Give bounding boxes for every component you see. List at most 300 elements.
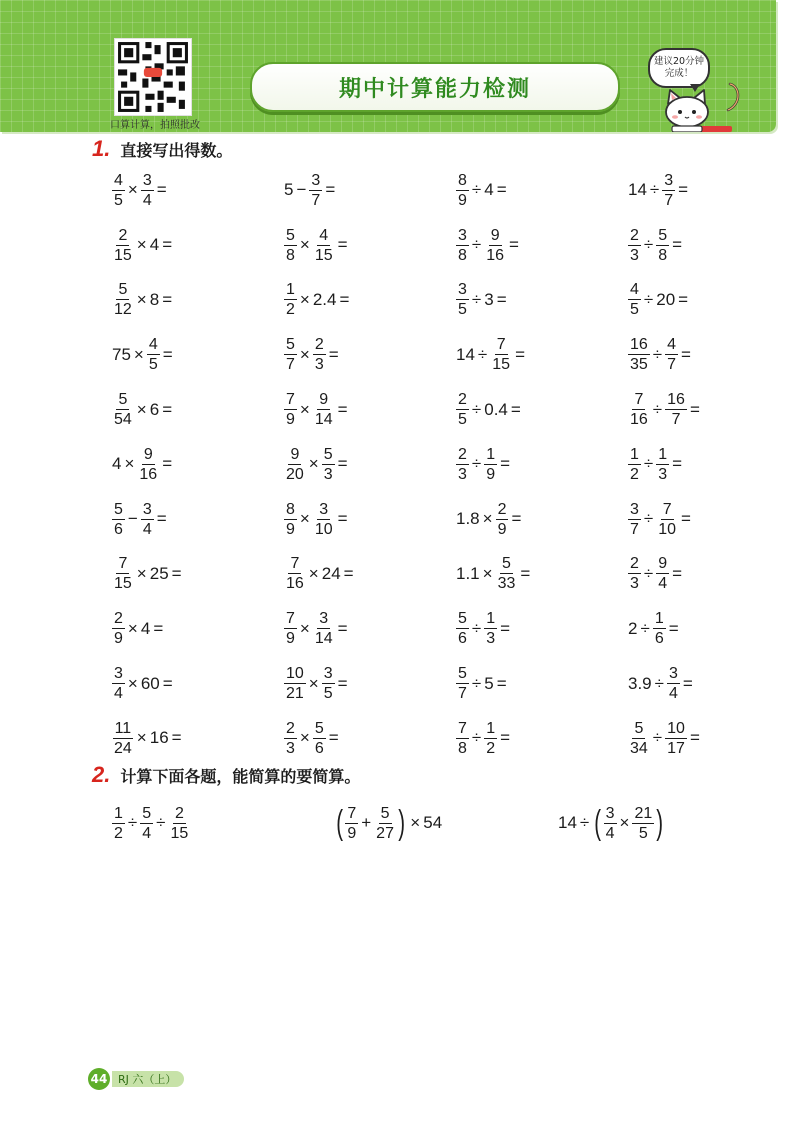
denominator: 3 [458, 465, 467, 483]
operator: = [496, 180, 507, 200]
operator: = [162, 454, 173, 474]
fraction [456, 280, 469, 319]
math-expression [284, 226, 351, 265]
denominator: 5 [638, 824, 648, 842]
numerator: 10 [286, 665, 304, 683]
page-title: 期中计算能力检测 [338, 76, 531, 102]
header-banner [0, 0, 776, 132]
operator: ÷ [652, 399, 663, 419]
math-expression [456, 171, 510, 210]
operator: ÷ [477, 344, 488, 364]
fraction [284, 390, 297, 429]
problem-cell [456, 547, 628, 602]
numerator: 10 [667, 719, 685, 737]
operator: = [337, 399, 348, 419]
denominator: 15 [492, 356, 511, 374]
numerator: 3 [142, 171, 152, 189]
operator: = [500, 454, 511, 474]
operator: − [127, 509, 138, 529]
cat-mascot-icon [650, 70, 745, 132]
operator: = [343, 563, 354, 583]
denominator: 12 [114, 301, 132, 319]
numerator: 7 [634, 391, 644, 409]
numerator: 4 [630, 281, 639, 299]
denominator: 4 [142, 191, 152, 209]
problem-cell [284, 437, 456, 492]
fraction [496, 500, 509, 539]
bubble-text-1: 建议20分钟 [653, 56, 705, 67]
numerator: 1 [654, 610, 664, 628]
operator: ÷ [471, 235, 482, 255]
parenthesis: ) [656, 804, 664, 842]
operator: × [127, 618, 138, 638]
operator: × [308, 454, 319, 474]
fraction [628, 226, 641, 265]
denominator: 4 [142, 520, 152, 538]
math-expression [284, 554, 357, 593]
number: 3 [484, 289, 494, 309]
fraction [141, 171, 154, 210]
number: 25 [149, 563, 169, 583]
numerator: 3 [323, 665, 333, 683]
math-expression [112, 226, 175, 265]
numerator: 5 [458, 610, 467, 628]
problem-cell [456, 327, 628, 382]
operator: = [511, 509, 522, 529]
operator: = [162, 673, 173, 693]
fraction [656, 554, 669, 593]
fraction [496, 554, 518, 593]
numerator: 5 [286, 336, 295, 354]
problem-cell [456, 382, 628, 437]
number: 4 [140, 618, 151, 638]
fraction [456, 719, 469, 758]
denominator: 7 [630, 520, 639, 538]
fraction [313, 609, 335, 648]
fraction [284, 719, 297, 758]
operator: × [136, 563, 147, 583]
operator: ÷ [471, 673, 482, 693]
number: 4 [112, 454, 122, 474]
numerator: 3 [458, 281, 467, 299]
numerator: 2 [458, 445, 467, 463]
problem-cell [112, 437, 284, 492]
numerator: 5 [658, 226, 668, 244]
fraction [456, 390, 469, 429]
simplify-problem [334, 796, 442, 850]
operator: × [619, 813, 630, 832]
numerator: 5 [458, 665, 467, 683]
problem-cell [112, 547, 284, 602]
math-expression [628, 719, 703, 758]
math-expression [628, 609, 682, 648]
simplify-problems-row [112, 796, 752, 850]
math-expression [628, 280, 691, 319]
fraction [112, 390, 134, 429]
fraction [484, 609, 497, 648]
denominator: 7 [664, 191, 674, 209]
operator: ÷ [471, 618, 482, 638]
numerator: 9 [290, 445, 300, 463]
fraction [284, 445, 306, 484]
operator: ÷ [471, 399, 482, 419]
math-expression [284, 390, 351, 429]
fraction [653, 609, 666, 648]
problem-cell [628, 218, 752, 273]
operator: = [162, 399, 173, 419]
math-expression [112, 390, 175, 429]
operator: × [136, 728, 147, 748]
denominator: 9 [286, 520, 295, 538]
operator: = [328, 728, 339, 748]
numerator: 1 [114, 804, 123, 822]
denominator: 15 [170, 824, 189, 842]
operator: ÷ [471, 180, 482, 200]
denominator: 5 [323, 685, 333, 703]
operator: = [496, 673, 507, 693]
problem-cell [284, 656, 456, 711]
numerator: 7 [290, 555, 300, 573]
math-expression [284, 335, 342, 374]
operator: ÷ [471, 454, 482, 474]
fraction [667, 664, 680, 703]
fraction [112, 609, 125, 648]
operator: ÷ [471, 728, 482, 748]
numerator: 2 [458, 391, 467, 409]
problem-cell [112, 711, 284, 766]
fraction [656, 445, 669, 484]
problem-cell [284, 163, 456, 218]
numerator: 5 [314, 719, 324, 737]
problem-cell [112, 656, 284, 711]
qr-code[interactable] [114, 38, 192, 116]
operator: × [482, 509, 493, 529]
operator: × [136, 289, 147, 309]
denominator: 8 [458, 246, 467, 264]
fraction [112, 171, 125, 210]
numerator: 3 [664, 171, 674, 189]
numerator: 16 [630, 336, 648, 354]
operator: × [308, 563, 319, 583]
numerator: 9 [490, 226, 500, 244]
denominator: 7 [311, 191, 321, 209]
fraction [284, 500, 297, 539]
denominator: 2 [286, 301, 295, 319]
operator: ÷ [654, 673, 664, 693]
numerator: 2 [118, 226, 128, 244]
numerator: 3 [630, 500, 639, 518]
operator: × [127, 673, 138, 693]
operator: = [678, 289, 689, 309]
number: 5 [484, 673, 494, 693]
parenthesis: ( [336, 804, 344, 842]
denominator: 15 [314, 246, 333, 264]
operator: × [299, 344, 310, 364]
problem-cell [628, 437, 752, 492]
denominator: 3 [486, 630, 496, 648]
section-2-number: 2. [92, 762, 111, 787]
problem-cell [284, 601, 456, 656]
problem-cell [112, 601, 284, 656]
fraction [456, 609, 469, 648]
fraction [147, 335, 160, 374]
math-expression [284, 719, 342, 758]
math-expression [628, 226, 685, 265]
denominator: 7 [286, 356, 295, 374]
number: 4 [484, 180, 494, 200]
qr-caption: 口算计算，拍照批改 [110, 120, 200, 131]
denominator: 8 [286, 246, 295, 264]
math-expression [112, 609, 166, 648]
operator: = [156, 509, 167, 529]
page-footer [88, 1068, 184, 1090]
denominator: 4 [142, 824, 152, 842]
section-1-number: 1. [92, 136, 111, 161]
denominator: 7 [458, 685, 467, 703]
fraction [628, 554, 641, 593]
number: 2.4 [312, 289, 337, 309]
math-expression [284, 445, 351, 484]
section-1-title: 直接写出得数。 [120, 140, 233, 160]
fraction [284, 280, 297, 319]
operator: = [162, 235, 173, 255]
problem-cell [456, 437, 628, 492]
operator: = [681, 344, 691, 364]
math-expression [284, 280, 352, 319]
operator: × [299, 728, 310, 748]
denominator: 9 [458, 191, 467, 209]
fraction [456, 664, 469, 703]
denominator: 2 [630, 465, 639, 483]
operator: = [337, 673, 348, 693]
fraction [141, 500, 154, 539]
math-expression [334, 803, 442, 843]
numerator: 9 [143, 445, 153, 463]
operator: ÷ [643, 289, 654, 309]
numerator: 1 [286, 281, 295, 299]
denominator: 20 [286, 465, 304, 483]
fraction [665, 390, 687, 429]
denominator: 5 [114, 191, 123, 209]
number: 1.1 [456, 563, 480, 583]
fraction [112, 226, 134, 265]
denominator: 24 [114, 739, 132, 757]
fraction [313, 335, 326, 374]
problem-cell [284, 492, 456, 547]
math-expression [628, 500, 694, 539]
fraction [628, 390, 650, 429]
math-expression [112, 445, 175, 484]
operator: − [296, 180, 307, 200]
numerator: 2 [314, 336, 324, 354]
edition-label: RJ 六（上） [112, 1071, 184, 1087]
problem-cell [456, 601, 628, 656]
numerator: 7 [458, 719, 467, 737]
fraction [628, 719, 650, 758]
fraction [284, 226, 297, 265]
fraction [313, 500, 335, 539]
problem-cell [284, 327, 456, 382]
denominator: 16 [286, 575, 304, 593]
operator: ÷ [649, 180, 660, 200]
fraction [169, 804, 191, 843]
fraction [490, 335, 512, 374]
operator: × [299, 399, 310, 419]
math-expression [284, 171, 338, 210]
numerator: 7 [662, 500, 672, 518]
problem-cell [456, 656, 628, 711]
operator: = [337, 235, 348, 255]
numerator: 2 [114, 610, 123, 628]
fraction [656, 500, 678, 539]
denominator: 10 [658, 520, 677, 538]
numerator: 7 [347, 804, 357, 822]
denominator: 15 [114, 575, 132, 593]
denominator: 9 [486, 465, 496, 483]
operator: × [410, 813, 421, 832]
title-banner [250, 62, 620, 112]
number: 20 [656, 289, 676, 309]
numerator: 5 [502, 555, 511, 573]
fraction [484, 719, 497, 758]
denominator: 5 [148, 356, 158, 374]
operator: = [672, 454, 683, 474]
fraction [665, 335, 678, 374]
problem-cell [112, 327, 284, 382]
fraction [632, 804, 654, 843]
problem-cell [628, 273, 752, 328]
fraction [456, 445, 469, 484]
math-expression [456, 280, 510, 319]
operator: × [482, 563, 493, 583]
denominator: 7 [667, 356, 677, 374]
direct-calc-grid [112, 163, 752, 766]
math-expression [284, 664, 351, 703]
numerator: 7 [286, 391, 295, 409]
denominator: 7 [671, 411, 681, 429]
number: 1.8 [456, 509, 480, 529]
number: 4 [149, 235, 160, 255]
fraction [374, 804, 396, 843]
number: 54 [423, 813, 443, 832]
operator: ÷ [643, 454, 654, 474]
fraction [665, 719, 687, 758]
numerator: 3 [311, 171, 321, 189]
numerator: 5 [286, 226, 295, 244]
numerator: 3 [142, 500, 152, 518]
math-expression [112, 500, 170, 539]
number: 60 [140, 673, 160, 693]
section-2-heading [92, 762, 360, 788]
problem-cell [628, 163, 752, 218]
operator: = [500, 618, 511, 638]
denominator: 17 [667, 739, 685, 757]
denominator: 9 [286, 411, 295, 429]
fraction [313, 390, 335, 429]
fraction [112, 500, 125, 539]
math-expression [112, 719, 185, 758]
operator: ÷ [643, 563, 654, 583]
denominator: 4 [114, 685, 123, 703]
problem-cell [628, 327, 752, 382]
operator: × [133, 344, 144, 364]
number: 6 [149, 399, 160, 419]
operator: = [153, 618, 164, 638]
denominator: 16 [139, 465, 158, 483]
fraction [604, 804, 617, 843]
math-expression [558, 803, 666, 843]
numerator: 7 [118, 555, 128, 573]
problem-cell [456, 711, 628, 766]
number: 75 [112, 344, 131, 364]
numerator: 3 [319, 610, 329, 628]
section-2-title: 计算下面各题，能简算的要简算。 [120, 766, 361, 786]
numerator: 1 [658, 445, 668, 463]
denominator: 15 [114, 246, 132, 264]
operator: = [689, 399, 700, 419]
operator: = [339, 289, 350, 309]
numerator: 5 [142, 804, 152, 822]
fraction [662, 171, 675, 210]
number: 5 [284, 180, 294, 200]
fraction [345, 804, 358, 843]
denominator: 8 [458, 739, 467, 757]
math-expression [456, 554, 533, 593]
operator: = [328, 344, 339, 364]
denominator: 10 [314, 520, 333, 538]
denominator: 9 [286, 630, 295, 648]
fraction [628, 445, 641, 484]
problem-cell [456, 163, 628, 218]
operator: = [337, 509, 348, 529]
numerator: 3 [319, 500, 329, 518]
numerator: 3 [605, 804, 615, 822]
fraction [656, 226, 669, 265]
denominator: 5 [630, 301, 639, 319]
math-expression [456, 719, 513, 758]
fraction [628, 500, 641, 539]
math-expression [112, 554, 185, 593]
problem-cell [284, 547, 456, 602]
math-expression [112, 335, 176, 374]
problem-cell [628, 656, 752, 711]
number: 24 [321, 563, 341, 583]
denominator: 2 [486, 739, 496, 757]
number: 16 [149, 728, 169, 748]
number: 14 [558, 813, 577, 832]
operator: × [127, 180, 138, 200]
operator: ÷ [579, 813, 590, 832]
fraction [112, 804, 125, 843]
denominator: 9 [114, 630, 123, 648]
problem-cell [628, 492, 752, 547]
denominator: 4 [668, 685, 678, 703]
operator: ÷ [643, 509, 654, 529]
problem-cell [456, 218, 628, 273]
fraction [284, 554, 306, 593]
operator: = [672, 235, 683, 255]
denominator: 3 [286, 739, 295, 757]
math-expression [456, 390, 524, 429]
problem-cell [112, 218, 284, 273]
numerator: 1 [486, 610, 496, 628]
math-expression [628, 171, 691, 210]
denominator: 3 [658, 465, 668, 483]
numerator: 2 [174, 804, 184, 822]
denominator: 5 [458, 411, 467, 429]
operator: = [156, 180, 167, 200]
denominator: 6 [314, 739, 324, 757]
